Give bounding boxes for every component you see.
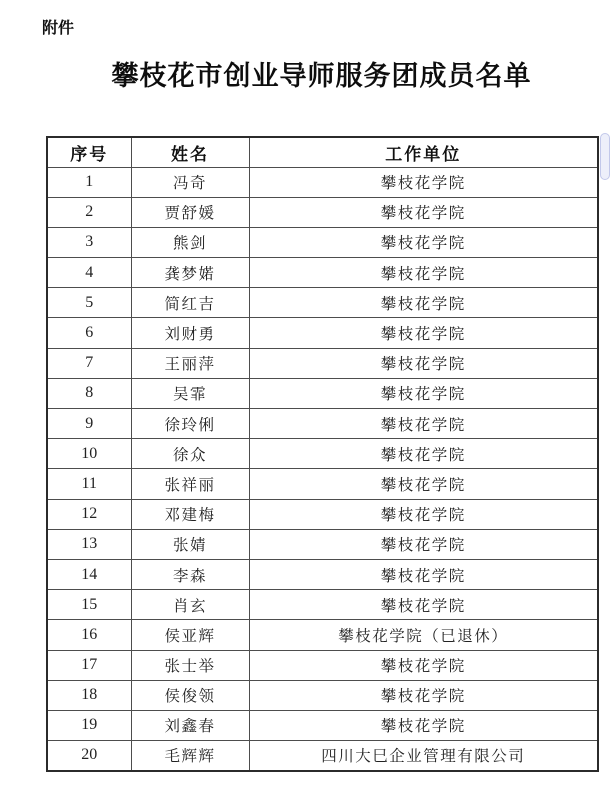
table-row [47,590,598,620]
row-serial-number: 5 [47,288,131,318]
row-serial-number: 6 [47,318,131,348]
member-name: 吴霏 [131,378,249,408]
row-serial-number: 18 [47,680,131,710]
row-serial-number: 15 [47,590,131,620]
work-unit: 攀枝花学院 [249,529,598,559]
table-row [47,650,598,680]
member-name: 张士举 [131,650,249,680]
table-row [47,439,598,469]
row-serial-number: 9 [47,409,131,439]
table-row [47,409,598,439]
header-row [47,137,598,167]
row-serial-number: 12 [47,499,131,529]
row-serial-number: 3 [47,227,131,257]
work-unit: 攀枝花学院 [249,590,598,620]
work-unit: 攀枝花学院（已退休） [249,620,598,650]
member-name: 侯亚辉 [131,620,249,650]
work-unit: 攀枝花学院 [249,378,598,408]
member-name: 龚梦婼 [131,258,249,288]
work-unit: 攀枝花学院 [249,710,598,740]
member-name: 刘财勇 [131,318,249,348]
work-unit: 攀枝花学院 [249,348,598,378]
attachment-label: 附件 [42,20,75,37]
row-serial-number: 8 [47,378,131,408]
row-serial-number: 2 [47,197,131,227]
member-name: 李森 [131,559,249,589]
member-name: 贾舒媛 [131,197,249,227]
vertical-scrollbar-thumb[interactable] [600,133,610,180]
table-row [47,197,598,227]
table-row [47,741,598,771]
table-row [47,378,598,408]
row-serial-number: 16 [47,620,131,650]
row-serial-number: 20 [47,741,131,771]
work-unit: 攀枝花学院 [249,197,598,227]
row-serial-number: 17 [47,650,131,680]
table-row [47,167,598,197]
table-row [47,499,598,529]
work-unit: 攀枝花学院 [249,318,598,348]
work-unit: 攀枝花学院 [249,469,598,499]
row-serial-number: 11 [47,469,131,499]
work-unit: 攀枝花学院 [249,650,598,680]
table-row [47,680,598,710]
table-row [47,529,598,559]
table-row [47,620,598,650]
member-name: 熊剑 [131,227,249,257]
table-row [47,318,598,348]
member-name: 冯奇 [131,167,249,197]
col-header-serial-number: 序号 [47,137,131,167]
row-serial-number: 10 [47,439,131,469]
table-row [47,469,598,499]
work-unit: 攀枝花学院 [249,167,598,197]
table-row [47,288,598,318]
member-name: 毛辉辉 [131,741,249,771]
work-unit: 四川大巳企业管理有限公司 [249,741,598,771]
member-name: 王丽萍 [131,348,249,378]
row-serial-number: 19 [47,710,131,740]
work-unit: 攀枝花学院 [249,288,598,318]
col-header-work-unit: 工作单位 [249,137,598,167]
member-name: 张婧 [131,529,249,559]
row-serial-number: 13 [47,529,131,559]
work-unit: 攀枝花学院 [249,559,598,589]
table-row [47,227,598,257]
member-name: 刘鑫春 [131,710,249,740]
col-header-name: 姓名 [131,137,249,167]
member-name: 肖玄 [131,590,249,620]
table-row [47,348,598,378]
member-name: 张祥丽 [131,469,249,499]
table-row [47,710,598,740]
member-table [46,136,599,772]
row-serial-number: 4 [47,258,131,288]
work-unit: 攀枝花学院 [249,409,598,439]
row-serial-number: 7 [47,348,131,378]
member-name: 侯俊领 [131,680,249,710]
work-unit: 攀枝花学院 [249,258,598,288]
row-serial-number: 14 [47,559,131,589]
table-row [47,559,598,589]
member-name: 徐玲俐 [131,409,249,439]
member-table-header [47,137,598,167]
member-name: 简红吉 [131,288,249,318]
page-title: 攀枝花市创业导师服务团成员名单 [111,61,532,91]
member-name: 徐众 [131,439,249,469]
work-unit: 攀枝花学院 [249,499,598,529]
work-unit: 攀枝花学院 [249,227,598,257]
row-serial-number: 1 [47,167,131,197]
work-unit: 攀枝花学院 [249,680,598,710]
member-table-body [47,167,598,771]
work-unit: 攀枝花学院 [249,439,598,469]
member-name: 邓建梅 [131,499,249,529]
table-row [47,258,598,288]
